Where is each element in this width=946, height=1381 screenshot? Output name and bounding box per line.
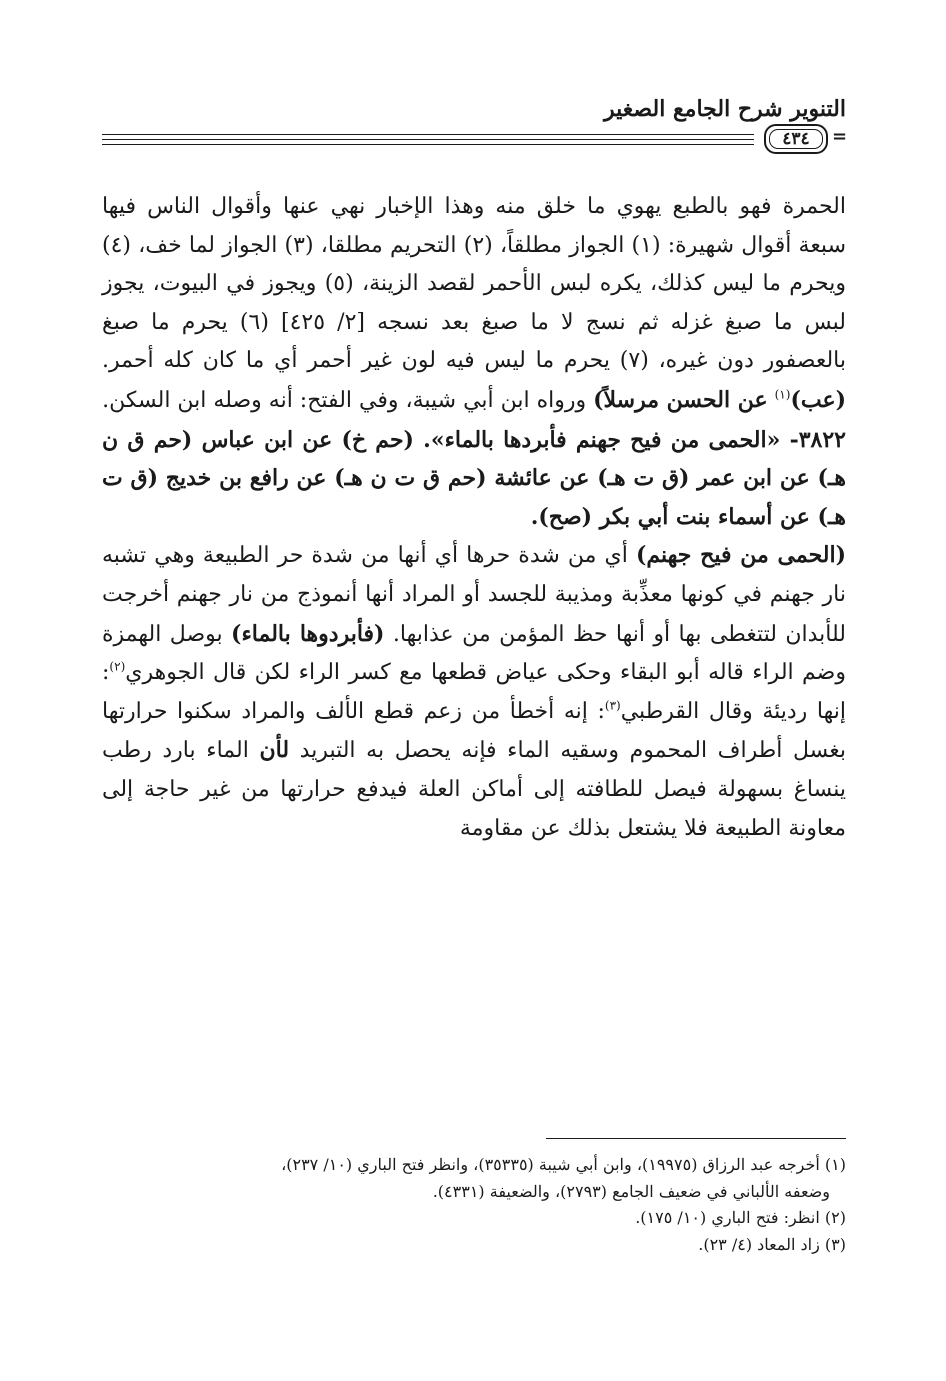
footnote-1-continued: وضعفه الألباني في ضعيف الجامع (٢٧٩٣)، والضعيفة (٤٣٣١). xyxy=(432,1181,830,1201)
hadith-3822: ٣٨٢٢- «الحمى من فيح جهنم فأبردها بالماء». (حم خ) عن ابن عباس (حم ق ن هـ) عن ابن عمر (ق ت هـ) عن عائشة (حم ق ت ن هـ) عن رافع بن خديج (ق ت هـ) عن أسماء بنت أبي بكر (صح). xyxy=(102,426,846,530)
hadith-phrase: (فأبردوها بالماء) xyxy=(231,620,385,647)
footnote-1: (١) أخرجه عبد الرزاق (١٩٩٧٥)، وابن أبي شيبة (٣٥٣٣٥)، وانظر فتح الباري (١٠/ ٢٣٧)، xyxy=(281,1155,846,1174)
text-run: بوصل الهمزة وضم الراء قاله أبو البقاء وحكى عياض قطعها مع كسر الراء لكن قال الجوهري xyxy=(102,621,846,686)
footnote-3: (٣) زاد المعاد (٤/ ٢٣). xyxy=(698,1234,846,1254)
header-rule-middle xyxy=(102,139,754,140)
source-code: (عب) xyxy=(790,386,846,413)
footnote-separator xyxy=(546,1138,846,1139)
text-run: أي من شدة حرها أي أنها من شدة حر الطبيعة وهي تشبه نار جهنم في كونها معذِّبة ومذيبة للجسد أو المراد أنها أنموذج من نار جهنم أخرجت للأبدان لتتغطى بها أو أنها حظ المؤمن من عذابها. xyxy=(102,543,846,647)
header-mark: = xyxy=(832,126,848,147)
footnote-ref-1: (١) xyxy=(774,387,791,402)
footnote-ref-3: (٣) xyxy=(604,698,621,713)
page-header xyxy=(102,96,846,156)
header-rule-top xyxy=(102,134,754,135)
text-run: : إنها رديئة وقال القرطبي xyxy=(102,660,846,724)
paragraph-commentary-2 xyxy=(102,536,846,848)
text-run: : إنه أخطأ من زعم قطع الألف والمراد سكنوا حرارتها بغسل أطراف المحموم وسقيه الماء فإنه يحصل به التبريد xyxy=(102,698,847,764)
main-text xyxy=(102,188,846,848)
text-run xyxy=(768,388,775,413)
text-run: ورواه ابن أبي شيبة، وفي الفتح: أنه وصله ابن السكن. xyxy=(102,387,594,413)
text-run: الماء بارد رطب ينساغ بسهولة فيصل للطافته إلى أماكن العلة فيدفع حرارتها من غير حاجة إلى معاونة الطبيعة فلا يشتعل بذلك عن مقاومة xyxy=(102,738,846,841)
footnote-list xyxy=(102,1152,846,1258)
footnote-ref-2: (٢) xyxy=(109,659,126,674)
hadith-phrase: (الحمى من فيح جهنم) xyxy=(635,542,846,569)
header-rule-bottom xyxy=(102,144,754,145)
emphasis-word: لأن xyxy=(259,737,290,764)
narrator-attribution: عن الحسن مرسلاً) xyxy=(593,386,768,413)
page-number: ٤٣٤ xyxy=(764,124,828,154)
running-title: التنوير شرح الجامع الصغير xyxy=(604,96,846,122)
footnote-2: (٢) انظر: فتح الباري (١٠/ ١٧٥). xyxy=(635,1208,846,1228)
paragraph-commentary-1 xyxy=(102,188,846,421)
text-run: الحمرة فهو بالطبع يهوي ما خلق منه وهذا الإخبار نهي عنها وأقوال الناس فيها سبعة أقوال شهيرة: (١) الجواز مطلقاً، (٢) التحريم مطلقا، (٣) الجواز لما خف، (٤) ويحرم ما ليس كذلك، يكره لبس الأحمر لقصد الزينة، (٥) ويجوز في البيوت، يجوز لبس ما صبغ غزله ثم نسج لا ما صبغ بعد نسجه [٢/ ٤٢٥] (٦) يحرم ما صبغ بالعصفور دون غيره، (٧) يحرم ما ليس فيه لون غير أحمر أي ما كان كله أحمر. xyxy=(102,194,847,374)
